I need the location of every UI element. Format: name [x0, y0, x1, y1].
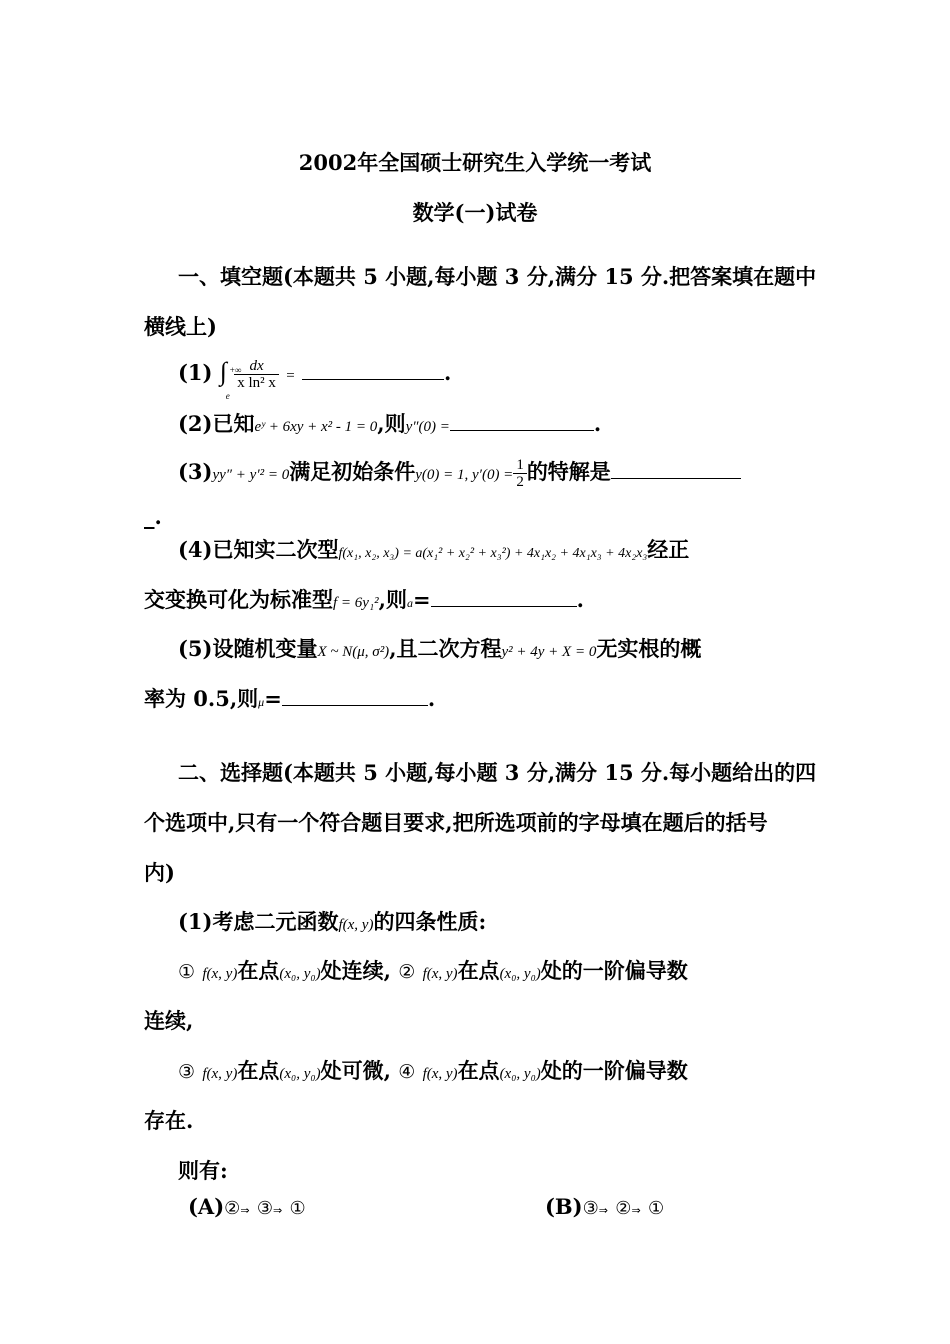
- properties-line-2-wrap: 存在.: [144, 1108, 194, 1133]
- answer-blank[interactable]: [431, 586, 577, 607]
- question-1-5: (5)设随机变量X ~ N(μ, σ²),且二次方程y² + 4y + X = 0无实根的概: [178, 636, 702, 661]
- properties-line-1-wrap: 连续,: [144, 1008, 194, 1033]
- section1-heading-cont: 横线上): [144, 314, 217, 339]
- integral-sign: ∫ +∞ e: [219, 357, 242, 401]
- section2-heading: 二、选择题(本题共 5 小题,每小题 3 分,满分 15 分.每小题给出的四: [178, 760, 817, 785]
- properties-line-2: ③ f(x, y)在点(x₀, y₀)处可微, ④ f(x, y)在点(x₀, y₀)处的一阶偏导数: [178, 1058, 688, 1083]
- exam-title: 2002年全国硕士研究生入学统一考试: [298, 150, 652, 175]
- answer-blank[interactable]: [302, 359, 444, 380]
- answer-blank[interactable]: [450, 410, 594, 431]
- option-a[interactable]: (A)②⇒ ③⇒ ①: [188, 1194, 306, 1219]
- exam-subtitle: 数学(一)试卷: [412, 200, 538, 225]
- section2-heading-end: 内): [144, 860, 175, 885]
- properties-line-1: ① f(x, y)在点(x₀, y₀)处连续, ② f(x, y)在点(x₀, y₀)处的一阶偏导数: [178, 958, 688, 983]
- answer-blank[interactable]: [282, 685, 428, 706]
- half-fraction: $\frac{1}{2}$: [513, 457, 527, 490]
- question-1-3-wrap: _.: [144, 504, 162, 529]
- section2-heading-cont: 个选项中,只有一个符合题目要求,把所选项前的字母填在题后的括号: [144, 810, 768, 835]
- question-1-3: (3)yy″ + y′² = 0满足初始条件y(0) = 1, y′(0) = $\frac{1}{2}$ 的特解是: [178, 457, 808, 490]
- answer-blank[interactable]: [611, 458, 741, 479]
- question-1-2: (2)已知eʸ + 6xy + x² - 1 = 0,则y″(0) = .: [178, 411, 602, 436]
- question-1-4: (4)已知实二次型f(x₁, x₂, x₃) = a(x₁² + x₂² + x₃²) + 4x₁x₂ + 4x₁x₃ + 4x₂x₃经正: [178, 537, 690, 562]
- then-label: 则有:: [178, 1158, 228, 1183]
- section1-heading: 一、填空题(本题共 5 小题,每小题 3 分,满分 15 分.把答案填在题中: [178, 264, 817, 289]
- question-1-4-cont: 交变换可化为标准型f = 6y₁²,则a= .: [144, 587, 584, 612]
- question-2-1-intro: (1)考虑二元函数f(x, y)的四条性质:: [178, 909, 487, 934]
- question-1-5-cont: 率为 0.5,则μ= .: [144, 686, 436, 711]
- option-b[interactable]: (B)③⇒ ②⇒ ①: [545, 1194, 665, 1219]
- integrand-fraction: $\frac{dx}{\text{x ln² x}}$: [234, 358, 279, 391]
- question-1-1: (1) ∫ +∞ e $\frac{dx}{\text{x ln² x}}$ = .: [178, 357, 452, 401]
